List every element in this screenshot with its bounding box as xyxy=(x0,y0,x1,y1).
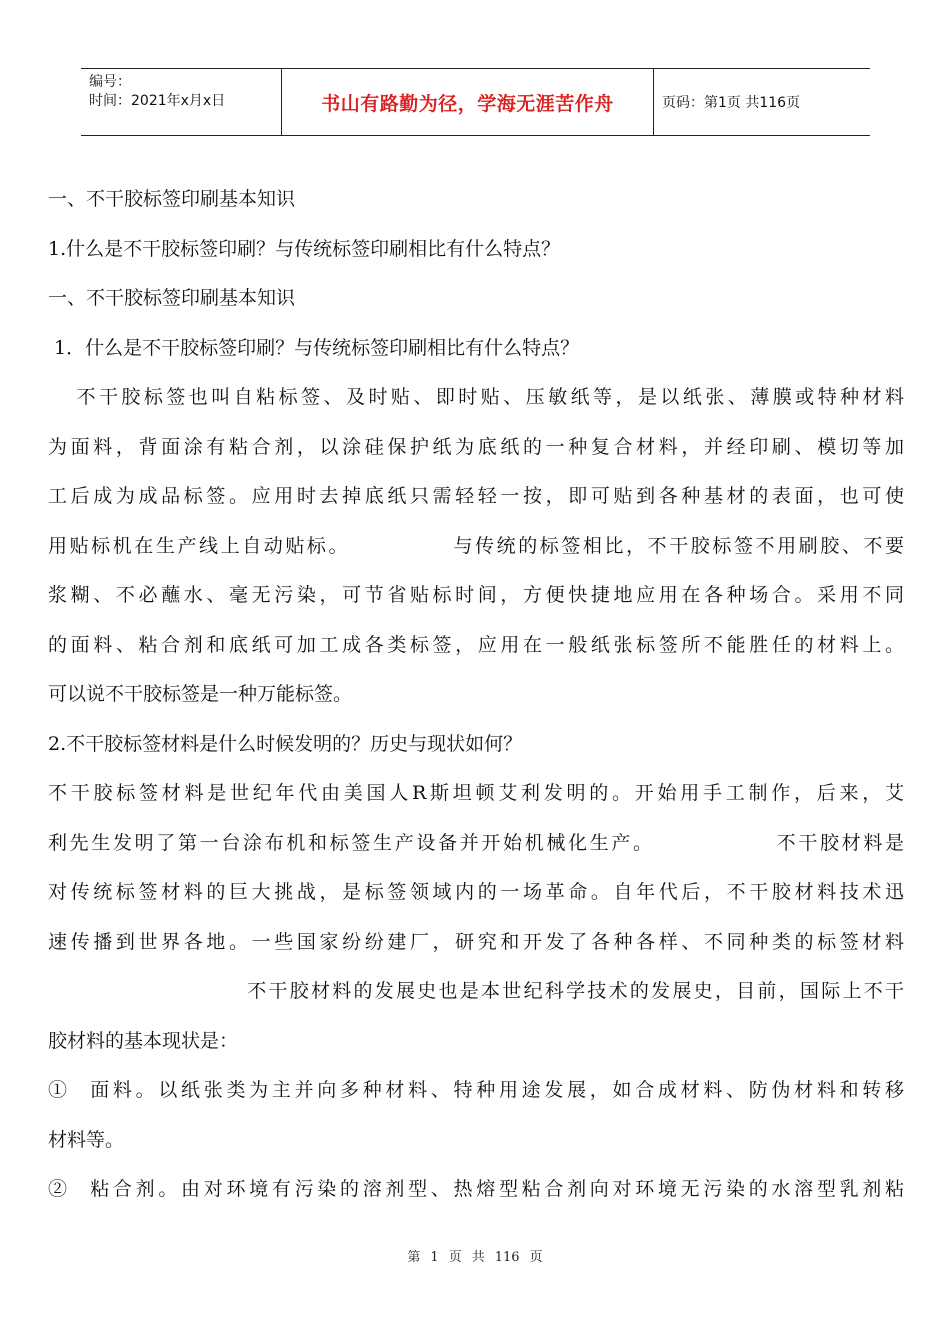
body-line: 工后成为成品标签。应用时去掉底纸只需轻轻一按，即可贴到各种基材的表面，也可使 xyxy=(48,485,904,507)
body-line: 不干胶材料的发展史也是本世纪科学技术的发展史，目前，国际上不干 xyxy=(48,980,904,1002)
header-right-cell xyxy=(654,69,870,135)
header-table xyxy=(81,68,870,136)
body-line: 不干胶标签也叫自粘标签、及时贴、即时贴、压敏纸等，是以纸张、薄膜或特种材料 xyxy=(48,386,904,408)
footer-di: 第 xyxy=(407,1250,421,1265)
list-item-2: ② 粘合剂。由对环境有污染的溶剂型、热熔型粘合剂向对环境无污染的水溶型乳剂粘 xyxy=(48,1178,904,1200)
serial-label: 编号： xyxy=(89,74,131,90)
document-body xyxy=(48,175,904,1215)
header-center-cell xyxy=(281,69,654,135)
footer-page-number: 1 xyxy=(430,1250,439,1265)
motto: 书山有路勤为径，学海无涯苦作舟 xyxy=(321,92,614,115)
body-line: 胶材料的基本现状是： xyxy=(48,1029,239,1052)
body-line: 可以说不干胶标签是一种万能标签。 xyxy=(48,683,353,705)
heading-1-repeat: 一、不干胶标签印刷基本知识 xyxy=(48,287,296,309)
question-1: 1.什么是不干胶标签印刷？与传统标签印刷相比有什么特点？ xyxy=(48,237,561,260)
body-line: 为面料，背面涂有粘合剂，以涂硅保护纸为底纸的一种复合材料，并经印刷、模切等加 xyxy=(48,435,904,458)
body-line: 浆糊、不必蘸水、毫无污染，可节省贴标时间，方便快捷地应用在各种场合。采用不同 xyxy=(48,584,904,606)
body-line: 用贴标机在生产线上自动贴标。 与传统的标签相比，不干胶标签不用刷胶、不要 xyxy=(48,534,904,557)
header-left-cell xyxy=(81,69,281,135)
date-label: 时间：2021年x月x日 xyxy=(89,93,226,109)
footer-total-pages: 116 xyxy=(494,1250,520,1265)
body-line: 对传统标签材料的巨大挑战，是标签领域内的一场革命。自年代后，不干胶材料技术迅 xyxy=(48,881,904,903)
page-footer xyxy=(0,1246,950,1265)
body-line: 利先生发明了第一台涂布机和标签生产设备并开始机械化生产。 不干胶材料是 xyxy=(48,831,904,854)
body-line: 的面料、粘合剂和底纸可加工成各类标签，应用在一般纸张标签所不能胜任的材料上。 xyxy=(48,633,904,656)
footer-gong: 共 xyxy=(471,1250,485,1265)
footer-ye: 页 xyxy=(448,1250,462,1265)
heading-1: 一、不干胶标签印刷基本知识 xyxy=(48,188,296,210)
page-label: 页码：第1页 共116页 xyxy=(662,95,801,111)
list-item-1-cont: 材料等。 xyxy=(48,1128,125,1151)
footer-ye-2: 页 xyxy=(529,1250,543,1265)
body-line: 不干胶标签材料是世纪年代由美国人R斯坦顿艾利发明的。开始用手工制作，后来，艾 xyxy=(48,782,904,804)
question-1-repeat: 1．什么是不干胶标签印刷？与传统标签印刷相比有什么特点？ xyxy=(48,336,580,359)
question-2: 2.不干胶标签材料是什么时候发明的？历史与现状如何？ xyxy=(48,732,523,755)
body-line: 速传播到世界各地。一些国家纷纷建厂，研究和开发了各种各样、不同种类的标签材料 xyxy=(48,930,904,953)
list-item-1: ① 面料。以纸张类为主并向多种材料、特种用途发展，如合成材料、防伪材料和转移 xyxy=(48,1079,904,1101)
